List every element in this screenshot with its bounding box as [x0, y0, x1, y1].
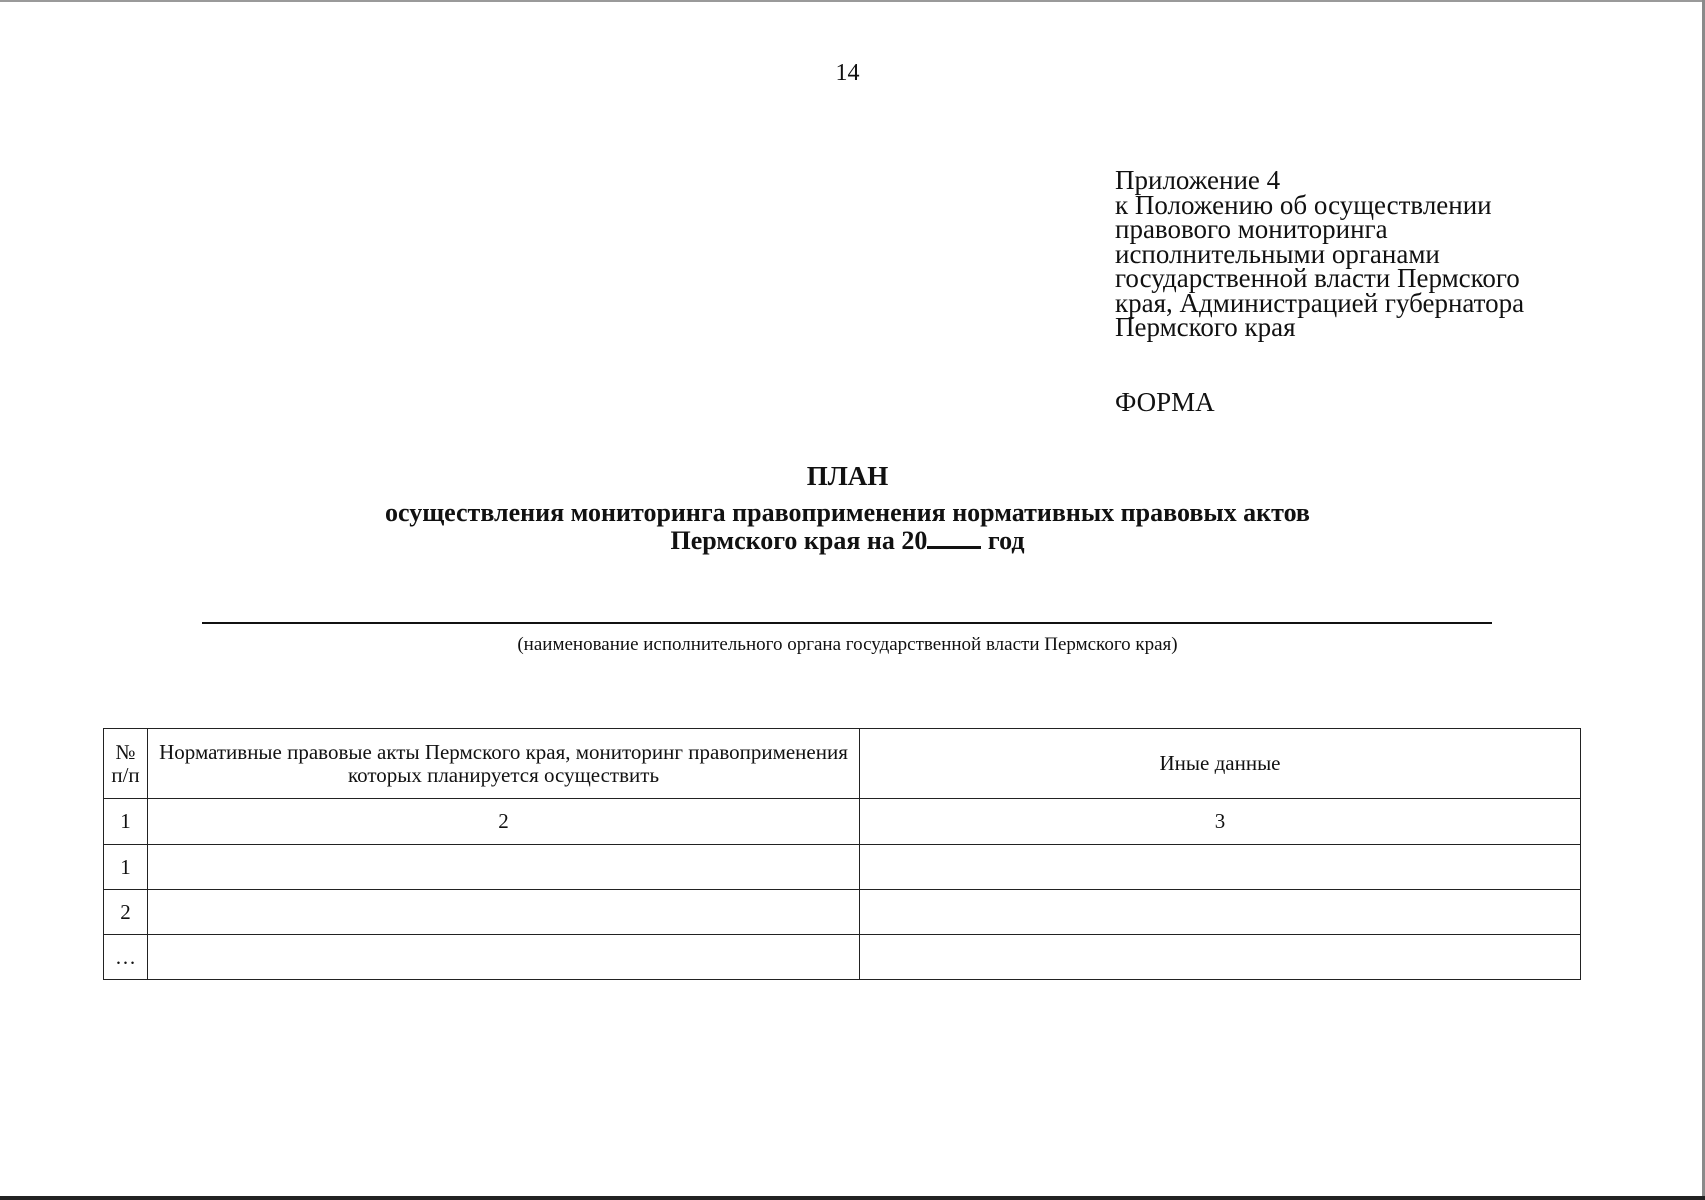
- row-acts-cell: [148, 890, 860, 935]
- plan-subtitle-suffix: год: [987, 526, 1025, 555]
- row-acts-cell: [148, 935, 860, 980]
- appendix-block: [1115, 165, 1615, 342]
- organization-caption: (наименование исполнительного органа государственной власти Пермского края): [517, 634, 1178, 655]
- column-number-row: [104, 799, 1581, 845]
- plan-subtitle-line-1: осуществления мониторинга правоприменения нормативных правовых актов: [385, 498, 1310, 527]
- column-number-cell: 1: [104, 799, 148, 845]
- plan-subtitle: [0, 500, 1695, 554]
- plan-subtitle-line-2: [0, 526, 1695, 554]
- appendix-line: Пермского края: [1115, 312, 1296, 342]
- table-row: [104, 845, 1581, 890]
- row-number-cell: 2: [104, 890, 148, 935]
- plan-title: ПЛАН: [806, 461, 889, 491]
- appendix-line: Приложение 4: [1115, 165, 1281, 195]
- table-row: [104, 935, 1581, 980]
- row-other-cell: [860, 845, 1581, 890]
- plan-subtitle-prefix: Пермского края на 20: [670, 526, 928, 555]
- organization-name-line: [202, 622, 1492, 624]
- year-blank: [927, 526, 981, 549]
- scan-edge-top: [0, 0, 1705, 2]
- table-row: [104, 890, 1581, 935]
- row-acts-cell: [148, 845, 860, 890]
- appendix-line: правового мониторинга: [1115, 214, 1388, 244]
- column-number-cell: 3: [860, 799, 1581, 845]
- scan-edge-bottom: [0, 1196, 1705, 1200]
- header-number: № п/п: [104, 729, 148, 799]
- page-number: 14: [835, 60, 860, 86]
- row-number-cell: …: [104, 935, 148, 980]
- header-other: Иные данные: [860, 729, 1581, 799]
- appendix-line: государственной власти Пермского: [1115, 263, 1520, 293]
- column-number-cell: 2: [148, 799, 860, 845]
- row-number-cell: 1: [104, 845, 148, 890]
- row-other-cell: [860, 935, 1581, 980]
- appendix-line: края, Администрацией губернатора: [1115, 287, 1525, 318]
- row-other-cell: [860, 890, 1581, 935]
- appendix-line: к Положению об осуществлении: [1115, 189, 1492, 220]
- form-label: ФОРМА: [1115, 387, 1215, 417]
- table-header-row: [104, 729, 1581, 799]
- plan-table: [103, 728, 1581, 980]
- header-acts: Нормативные правовые акты Пермского края, мониторинг правоприменения которых планируется осуществить: [148, 729, 860, 799]
- appendix-line: исполнительными органами: [1115, 238, 1440, 269]
